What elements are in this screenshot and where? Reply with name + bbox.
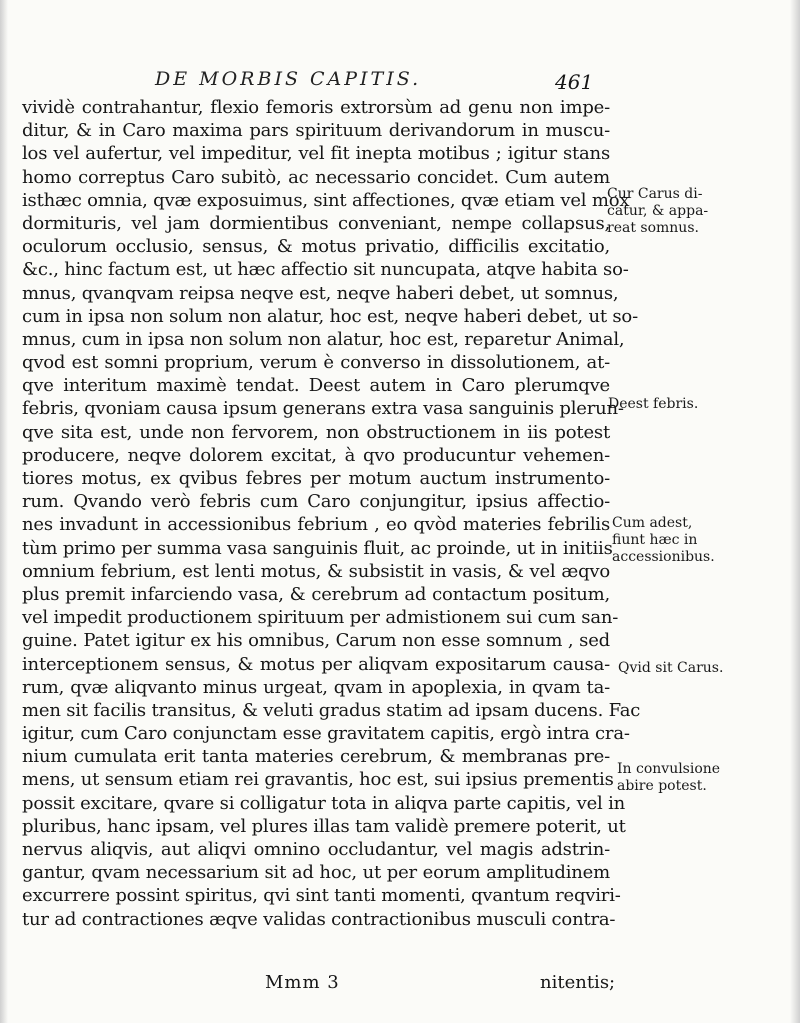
text-line: producere, neqve dolorem excitat, à qvo producuntur vehemen-: [22, 444, 610, 466]
text-line: febris, qvoniam causa ipsum generans extra vasa sanguinis plerun-: [22, 398, 624, 420]
margin-note-line: abire potest.: [617, 778, 707, 794]
page-edge-shadow-left: [0, 0, 8, 1023]
running-head: DE MORBIS CAPITIS.: [155, 68, 422, 90]
text-line: isthæc omnia, qvæ exposuimus, sint affectiones, qvæ etiam vel mox: [22, 189, 630, 211]
text-line: rum, qvæ aliqvanto minus urgeat, qvam in apoplexia, in qvam ta-: [22, 676, 610, 698]
text-line: mens, ut sensum etiam rei gravantis, hoc est, sui ipsius prementis: [22, 769, 614, 791]
text-line: tiores motus, ex qvibus febres per motum auctum instrumento-: [22, 468, 610, 489]
text-line: los vel aufertur, vel impeditur, vel fit inepta motibus ; igitur stans: [22, 143, 610, 165]
text-line: gantur, qvam necessarium sit ad hoc, ut per eorum amplitudinem: [22, 862, 610, 884]
margin-note-line: Cum adest,: [612, 515, 693, 531]
margin-note-deest-febris: [608, 396, 698, 413]
margin-note-cum-adest: [612, 515, 715, 566]
text-line: homo correptus Caro subitò, ac necessario concidet. Cum autem: [22, 166, 610, 188]
text-line: rum. Qvando verò febris cum Caro conjungitur, ipsius affectio-: [22, 491, 610, 513]
text-line: tùm primo per summa vasa sanguinis fluit, ac proinde, ut in initiis: [22, 537, 613, 559]
text-line: nes invadunt in accessionibus febrium , eo qvòd materies febrilis: [22, 514, 610, 536]
text-line: mnus, cum in ipsa non solum non alatur, hoc est, reparetur Animal,: [22, 328, 625, 350]
signature-mark: Mmm 3: [265, 972, 340, 993]
text-line: omnium febrium, est lenti motus, & subsistit in vasis, & vel æqvo: [22, 560, 610, 582]
page-edge-shadow-right: [790, 0, 800, 1023]
margin-note-line: In convulsione: [617, 761, 721, 777]
margin-note-line: catur, & appa-: [607, 203, 709, 219]
text-line: qve sita est, unde non fervorem, non obstructionem in iis potest: [22, 421, 610, 443]
text-line: vividè contrahantur, flexio femoris extrorsùm ad genu non impe-: [22, 97, 610, 118]
text-line: vel impedit productionem spirituum per admistionem sui cum san-: [22, 607, 619, 629]
page-number: 461: [555, 70, 594, 94]
text-line: qvod est somni proprium, verum è converso in dissolutionem, at-: [22, 352, 610, 374]
text-line: guine. Patet igitur ex his omnibus, Carum non esse somnum , sed: [22, 630, 610, 652]
text-line: interceptionem sensus, & motus per aliqvam expositarum causa-: [22, 653, 610, 675]
text-line: pluribus, hanc ipsam, vel plures illas tam validè premere poterit, ut: [22, 815, 626, 837]
margin-note-line: accessionibus.: [612, 549, 715, 565]
margin-note-cur-carus: [607, 186, 708, 237]
text-line: dormituris, vel jam dormientibus conveniant, nempe collapsus,: [22, 212, 610, 234]
text-line: igitur, cum Caro conjunctam esse gravitatem capitis, ergò intra cra-: [22, 723, 630, 745]
text-line: cum in ipsa non solum non alatur, hoc est, neqve haberi debet, ut so-: [22, 305, 638, 327]
text-line: ditur, & in Caro maxima pars spirituum derivandorum in muscu-: [22, 120, 610, 142]
margin-note-line: Deest febris.: [608, 396, 699, 412]
catchword: nitentis;: [540, 972, 616, 993]
text-line: men sit facilis transitus, & veluti gradus statim ad ipsam ducens. Fac: [22, 699, 641, 721]
text-line: possit excitare, qvare si colligatur tota in aliqva parte capitis, vel in: [22, 792, 626, 814]
text-line: plus premit infarciendo vasa, & cerebrum ad contactum positum,: [22, 583, 610, 605]
text-line: excurrere possint spiritus, qvi sint tanti momenti, qvantum reqviri-: [22, 885, 621, 907]
text-line: &c., hinc factum est, ut hæc affectio sit nuncupata, atqve habita so-: [22, 259, 629, 281]
margin-note-line: fiunt hæc in: [612, 532, 698, 548]
text-line: mnus, qvanqvam reipsa neqve est, neqve haberi debet, ut somnus,: [22, 282, 619, 304]
text-line: qve interitum maximè tendat. Deest autem in Caro plerumqve: [22, 375, 610, 397]
margin-note-line: Cur Carus di-: [607, 186, 703, 202]
margin-note-line: reat somnus.: [607, 220, 699, 236]
margin-note-in-convulsione: [617, 761, 720, 795]
text-line: oculorum occlusio, sensus, & motus privatio, difficilis excitatio,: [22, 236, 610, 258]
text-line: nervus aliqvis, aut aliqvi omnino occludantur, vel magis adstrin-: [22, 839, 610, 860]
margin-note-line: Qvid sit Carus.: [618, 660, 724, 676]
margin-note-qvid-sit-carus: [618, 660, 723, 677]
text-line: tur ad contractiones æqve validas contractionibus musculi contra-: [22, 908, 616, 930]
text-line: nium cumulata erit tanta materies cerebrum, & membranas pre-: [22, 746, 610, 768]
body-text: [22, 96, 641, 931]
